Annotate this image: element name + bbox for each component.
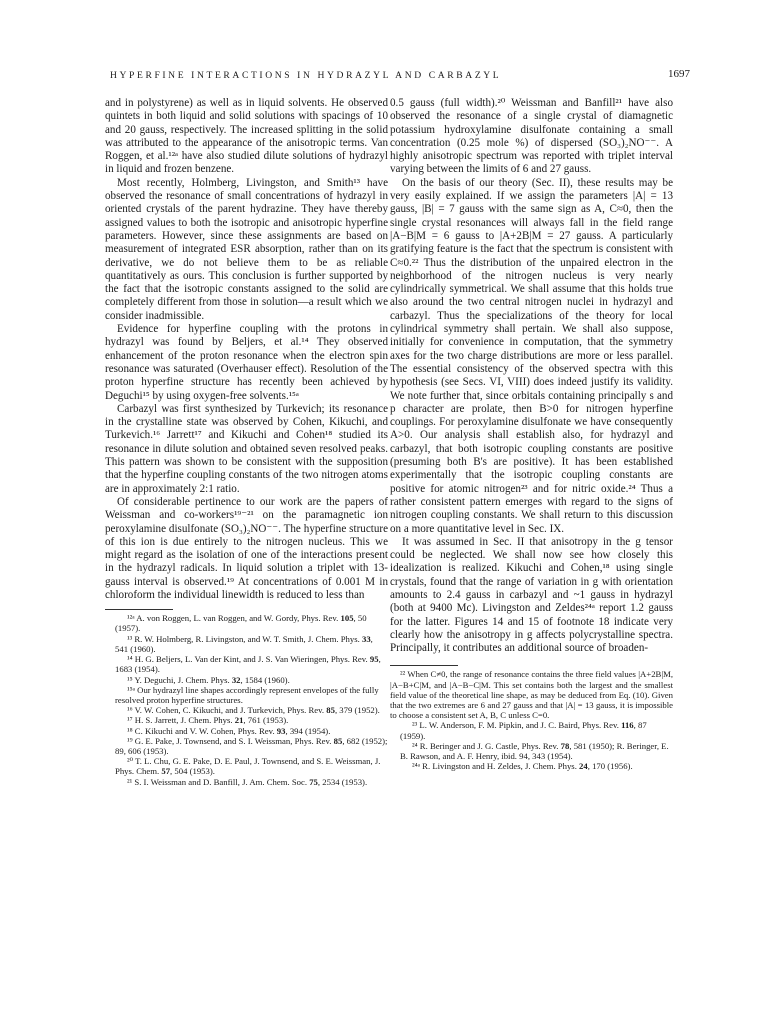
- footnotes-left: [105, 613, 388, 786]
- footnote: ¹⁴ H. G. Beljers, L. Van der Kint, and J. S. Van Wieringen, Phys. Rev. 95, 1683 (1954).: [115, 654, 381, 675]
- footnote: ¹⁷ H. S. Jarrett, J. Chem. Phys. 21, 761 (1953).: [127, 715, 289, 726]
- paragraph: and in polystyrene) as well as in liquid solvents. He observed quintets in both liquid and solid solutions with spacings of 10 and 20 gauss, respectively. The increased splitting in the solid was attributed to the appearance of the anisotropic terms. Van Roggen, et al.¹²ᵃ have also studied dilute solutions of hydrazyl in liquid and frozen benzene.: [105, 97, 388, 176]
- footnote: ¹⁶ V. W. Cohen, C. Kikuchi, and J. Turkevich, Phys. Rev. 85, 379 (1952).: [127, 705, 380, 716]
- paragraph: Carbazyl was first synthesized by Turkevich; its resonance in the crystalline state was observed by Cohen, Kikuchi, and Turkevich.¹⁶ Jarrett¹⁷ and Kikuchi and Cohen¹⁸ studied its resonance in dilute solution and obtained seven resolved peaks. This pattern was shown to be consistent with the supposition that the hyperfine coupling constants of the two nitrogen atoms are in approximately 2:1 ratio.: [105, 402, 388, 495]
- footnote: ¹³ R. W. Holmberg, R. Livingston, and W. T. Smith, J. Chem. Phys. 33, 541 (1960).: [115, 633, 373, 654]
- paragraph: Evidence for hyperfine coupling with the protons in hydrazyl was found by Beljers, et al.¹⁴ They observed enhancement of the proton resonance when the electron spin resonance was saturated (Overhauser effect). Resolution of the proton hyperfine structure has recently been achieved by Deguchi¹⁵ by using oxygen-free solvents.¹⁵ᵃ: [105, 323, 388, 402]
- footnotes-right: [390, 669, 673, 771]
- left-column: [105, 97, 388, 787]
- running-head: HYPERFINE INTERACTIONS IN HYDRAZYL AND CARBAZYL: [110, 70, 502, 81]
- paragraph: 0.5 gauss (full width).²⁰ Weissman and Banfill²¹ have also observed the resonance of a single crystal of diamagnetic potassium hydroxylamine disulfonate containing a small concentration (0.25 mole %) of dispersed (SO₃)₂NO⁻⁻. A highly anisotropic spectrum was reported with triplet interval varying between the limits of 6 and 27 gauss.: [390, 97, 673, 176]
- right-column: [390, 97, 673, 772]
- footnote: ²⁴ᵃ R. Livingston and H. Zeldes, J. Chem. Phys. 24, 170 (1956).: [412, 761, 633, 772]
- footnote: ²² When C≠0, the range of resonance contains the three field values |A+2B|M, |A−B+C|M, and |A−B−C|M. This set contains both the largest and the smallest field value of the theoretical line shape, as may be deduced from Eq. (10). Given that the two extremes are 6 and 27 gauss and that |A| = 13 gauss, it is impossible to choose a consistent set A, B, C unless C=0.: [390, 669, 673, 721]
- footnote-rule: [105, 609, 173, 610]
- paragraph: Of considerable pertinence to our work are the papers of Weissman and co-workers¹⁹⁻²¹ on the paramagnetic ion peroxylamine disulfonate (SO₃)₂NO⁻⁻. The hyperfine structure of this ion is due entirely to the nitrogen nucleus. This we might regard as the isolation of one of the interactions present in the hydrazyl radicals. In liquid solution a triplet with 13-gauss interval is observed.¹⁹ At concentrations of 0.001 M in chloroform the individual linewidth is reduced to less than: [105, 495, 388, 601]
- footnote: ²⁴ R. Beringer and J. G. Castle, Phys. Rev. 78, 581 (1950); R. Beringer, E. B. Rawson, and A. F. Henry, ibid. 94, 343 (1954).: [400, 740, 669, 762]
- footnote: ¹⁵ᵃ Our hydrazyl line shapes accordingly represent envelopes of the fully resolved proton hyperfine structures.: [115, 684, 379, 705]
- footnote: ²⁰ T. L. Chu, G. E. Pake, D. E. Paul, J. Townsend, and S. E. Weissman, J. Phys. Chem. 57, 504 (1953).: [115, 756, 381, 777]
- footnote: ²³ L. W. Anderson, F. M. Pipkin, and J. C. Baird, Phys. Rev. 116, 87 (1959).: [400, 720, 647, 741]
- footnote: ¹⁸ C. Kikuchi and V. W. Cohen, Phys. Rev. 93, 394 (1954).: [127, 725, 331, 736]
- footnote-rule: [390, 665, 458, 666]
- footnote: ¹⁵ Y. Deguchi, J. Chem. Phys. 32, 1584 (1960).: [127, 674, 290, 685]
- footnote: ¹²ᵃ A. von Roggen, L. van Roggen, and W. Gordy, Phys. Rev. 105, 50 (1957).: [115, 613, 367, 634]
- paragraph: It was assumed in Sec. II that anisotropy in the g tensor could be neglected. We shall now see how closely this idealization is realized. Kikuchi and Cohen,¹⁸ using single crystals, found that the range of variation in g with orientation amounts to 2.4 gauss in carbazyl and ~1 gauss in hydrazyl (both at 9400 Mc). Livingston and Zeldes²⁴ᵃ report 1.2 gauss for the latter. Figures 14 and 15 of footnote 18 indicate very clearly how the anisotropy in g affects polycrystalline spectra. Principally, it contributes an additional source of broaden-: [390, 535, 673, 655]
- paragraph: Most recently, Holmberg, Livingston, and Smith¹³ have observed the resonance of small concentrations of hydrazyl in oriented crystals of the parent hydrazine. They have thereby assigned values to both the isotropic and anisotropic hyperfine parameters. However, since these assignments are based on measurement of integrated ESR absorption, rather than on its derivative, we do not believe them to be as reliable quantitatively as ours. This conclusion is further supported by the fact that the isotropic constants assigned to the solid are completely different from those in solution—a result which we consider inadmissible.: [105, 176, 388, 322]
- footnote: ¹⁹ G. E. Pake, J. Townsend, and S. I. Weissman, Phys. Rev. 85, 682 (1952); 89, 606 (1953).: [115, 735, 388, 756]
- footnote: ²¹ S. I. Weissman and D. Banfill, J. Am. Chem. Soc. 75, 2534 (1953).: [127, 776, 368, 787]
- paragraph: On the basis of our theory (Sec. II), these results may be very easily explained. If we assign the parameters |A| = 13 gauss, |B| = 7 gauss with the same sign as A, C≈0, then the single crystal resonances will always fall in the field range |A−B|M = 6 gauss to |A+2B|M = 27 gauss. A particularly gratifying feature is the fact that the spectrum is consistent with C≈0.²² Thus the distribution of the unpaired electron in the neighborhood of the nitrogen nucleus is very nearly cylindrically symmetrical. We shall assume that this holds true also around the two central nitrogen nuclei in hydrazyl and carbazyl. Thus the specializations of the theory for local cylindrical symmetry shall pertain. We shall also suppose, initially for convenience in computation, that the symmetry axes for the two charge distributions are more or less parallel. The essential consistency of the observed spectra with this hypothesis (see Secs. VI, VIII) does indeed justify its validity. We note further that, since orbitals containing principally s and p character are prolate, then B>0 for nitrogen hyperfine couplings. For peroxylamine disulfonate we have consequently A>0. Our analysis shall establish also, for hydrazyl and carbazyl, that both isotropic coupling constants are positive (presuming both B's are positive). It has been established experimentally that the isotropic coupling constants are positive for atomic nitrogen²³ and for nitric oxide.²⁴ Thus a rather consistent pattern emerges with regard to the signs of nitrogen coupling constants. We shall return to this discussion on a more quantitative level in Sec. IX.: [390, 176, 673, 535]
- page-number: 1697: [668, 68, 690, 80]
